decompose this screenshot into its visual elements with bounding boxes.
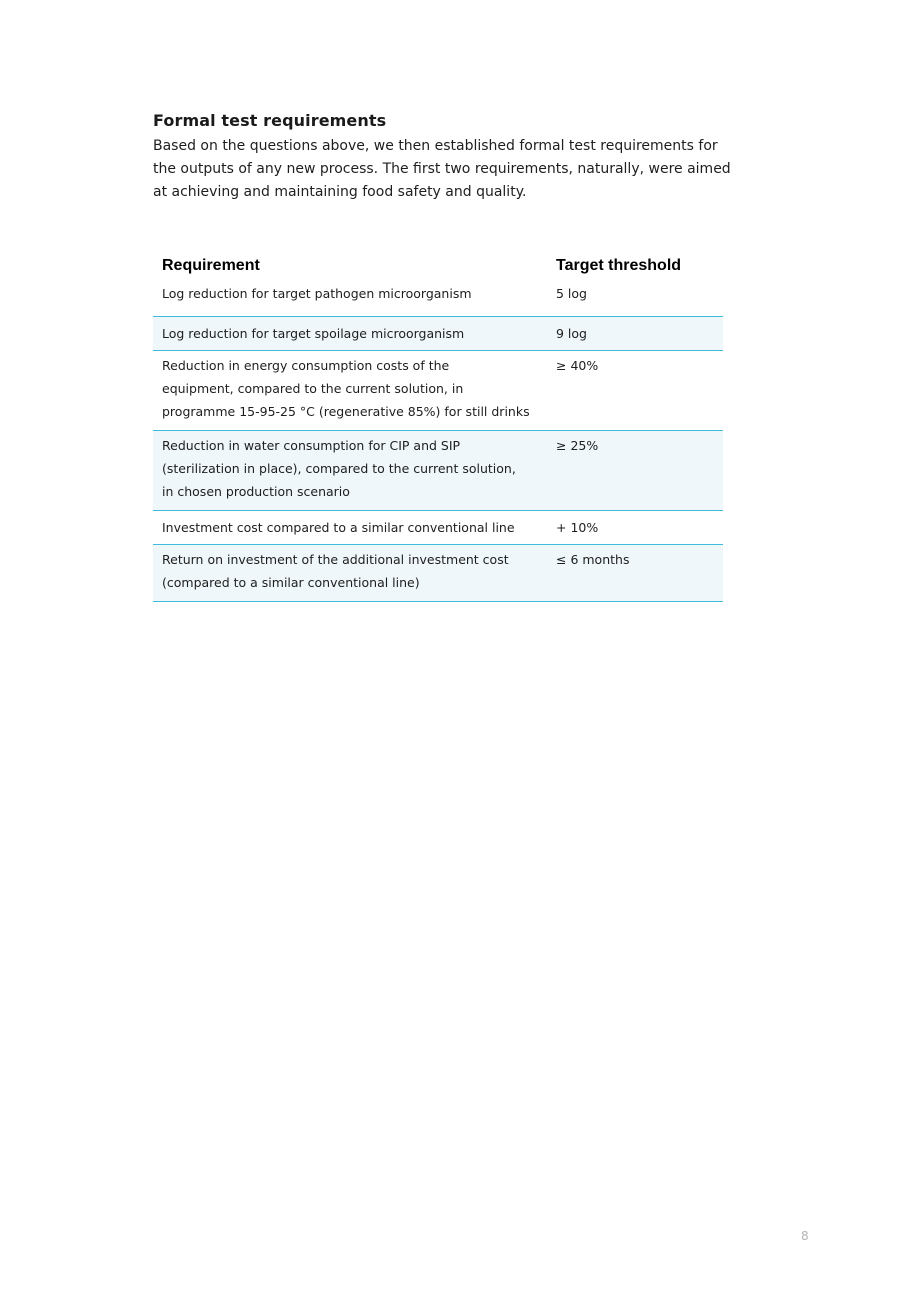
threshold-cell: ≥ 25% [547,431,723,511]
requirement-text: (sterilization in place), compared to the current solution, [162,461,516,476]
requirement-text: in chosen production scenario [162,484,350,499]
requirement-cell [153,351,547,431]
table-row [153,351,723,431]
requirement-cell [153,545,547,602]
requirement-text: Log reduction for target spoilage microorganism [162,326,465,341]
section-title: Formal test requirements [153,111,387,130]
threshold-cell: + 10% [547,511,723,545]
column-header-target-threshold: Target threshold [556,257,682,274]
threshold-cell: ≤ 6 months [547,545,723,602]
table-header-row [153,252,723,281]
requirement-text: (compared to a similar conventional line) [162,575,420,590]
requirement-cell [153,431,547,511]
intro-line: at achieving and maintaining food safety and quality. [153,184,527,200]
table-row [153,317,723,351]
requirement-cell [153,511,547,545]
threshold-cell: 5 log [547,281,723,317]
requirement-text: Reduction in energy consumption costs of the [162,358,450,373]
table-row [153,511,723,545]
intro-line: the outputs of any new process. The first two requirements, naturally, were aimed [153,161,731,177]
requirement-cell [153,317,547,351]
table-row [153,431,723,511]
threshold-cell: ≥ 40% [547,351,723,431]
requirement-text: Reduction in water consumption for CIP and SIP [162,438,461,453]
requirement-text: programme 15-95-25 °C (regenerative 85%) for still drinks [162,404,530,419]
intro-paragraph [153,135,743,204]
requirement-text: Investment cost compared to a similar conventional line [162,520,515,535]
requirements-table [153,252,723,602]
requirement-text: Log reduction for target pathogen microorganism [162,286,472,301]
requirement-text: Return on investment of the additional investment cost [162,552,509,567]
requirement-cell [153,281,547,317]
page-number: 8 [801,1229,809,1243]
table-row [153,281,723,317]
requirement-text: equipment, compared to the current solution, in [162,381,464,396]
table-row [153,545,723,602]
threshold-cell: 9 log [547,317,723,351]
intro-line: Based on the questions above, we then established formal test requirements for [153,138,718,154]
column-header-requirement: Requirement [162,257,260,274]
